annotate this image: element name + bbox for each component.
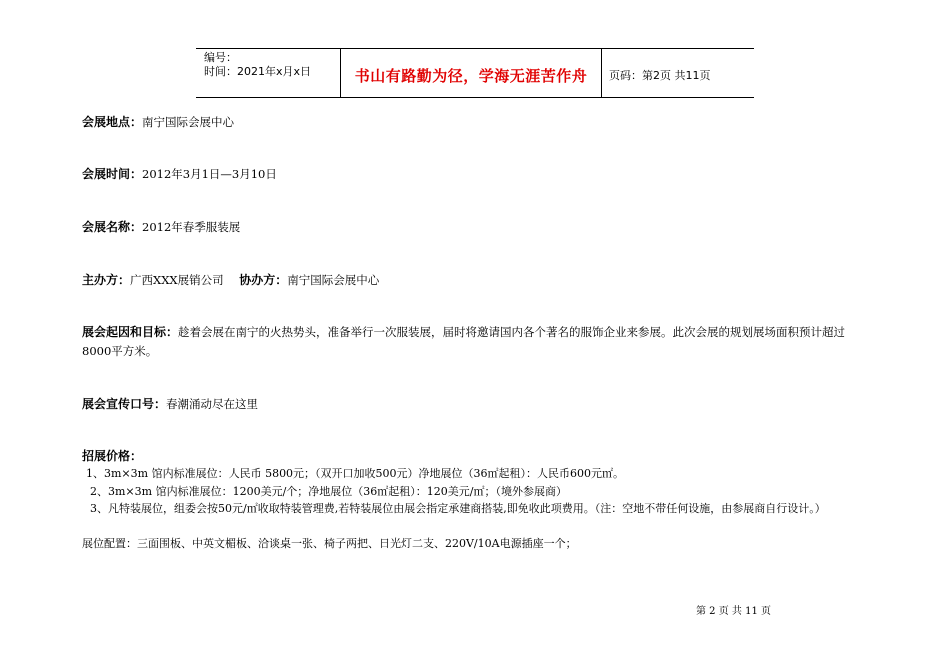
header-motto-cell <box>340 49 602 97</box>
field-name-label: 会展名称： <box>82 220 143 234</box>
pricing-title <box>82 448 142 464</box>
header-meta <box>196 49 340 97</box>
organizer-value: 广西XXX展销公司 <box>130 273 224 287</box>
slogan-value: 春潮涌动尽在这里 <box>166 397 259 411</box>
pricing-item: 1、3m×3m 馆内标准展位：人民币 5800元；（双开口加收500元）净地展位（36㎡起租）：人民币600元㎡。 <box>86 467 625 480</box>
co-organizer-label: 协办方： <box>239 273 288 287</box>
field-time <box>82 166 277 182</box>
number-label: 编号： <box>204 51 237 64</box>
field-location-label: 会展地点： <box>82 115 143 129</box>
purpose-value: 趁着会展在南宁的火热势头，准备举行一次服装展，届时将邀请国内各个著名的服饰企业来参展。此次会展的规划展场面积预计超过8000平方米。 <box>82 325 846 358</box>
pricing-item: 3、凡特装展位，组委会按50元/㎡收取特装管理费,若特装展位由展会指定承建商搭装,即免收此项费用。（注：空地不带任何设施，由参展商自行设计。） <box>90 502 826 515</box>
page-footer: 第 2 页 共 11 页 <box>696 606 771 617</box>
field-slogan <box>82 396 258 412</box>
header-page-cell <box>601 49 754 97</box>
field-name-value: 2012年春季服装展 <box>142 220 241 234</box>
field-location-value: 南宁国际会展中心 <box>142 115 235 129</box>
field-organizers <box>82 272 379 288</box>
purpose-label: 展会起因和目标： <box>82 325 179 339</box>
date-line: 时间：2021年x月x日 <box>204 65 312 78</box>
header-motto: 书山有路勤为径，学海无涯苦作舟 <box>354 67 588 85</box>
slogan-label: 展会宣传口号： <box>82 397 167 411</box>
field-time-label: 会展时间： <box>82 167 143 181</box>
co-organizer-value: 南宁国际会展中心 <box>287 273 380 287</box>
field-name <box>82 219 240 235</box>
booth-config: 展位配置：三面围板、中英文楣板、洽谈桌一张、椅子两把、日光灯二支、220V/10A电源插座一个； <box>82 537 577 550</box>
field-location <box>82 114 234 130</box>
organizer-label: 主办方： <box>82 273 131 287</box>
page-header <box>196 48 754 98</box>
pricing-title-text: 招展价格： <box>82 449 143 463</box>
pricing-item: 2、3m×3m 馆内标准展位：1200美元/个；净地展位（36㎡起租）：120美元/㎡；（境外参展商） <box>90 485 567 498</box>
field-purpose <box>82 323 872 361</box>
header-page-number: 页码：第2页 共11页 <box>609 69 711 82</box>
field-time-value: 2012年3月1日—3月10日 <box>142 167 277 181</box>
